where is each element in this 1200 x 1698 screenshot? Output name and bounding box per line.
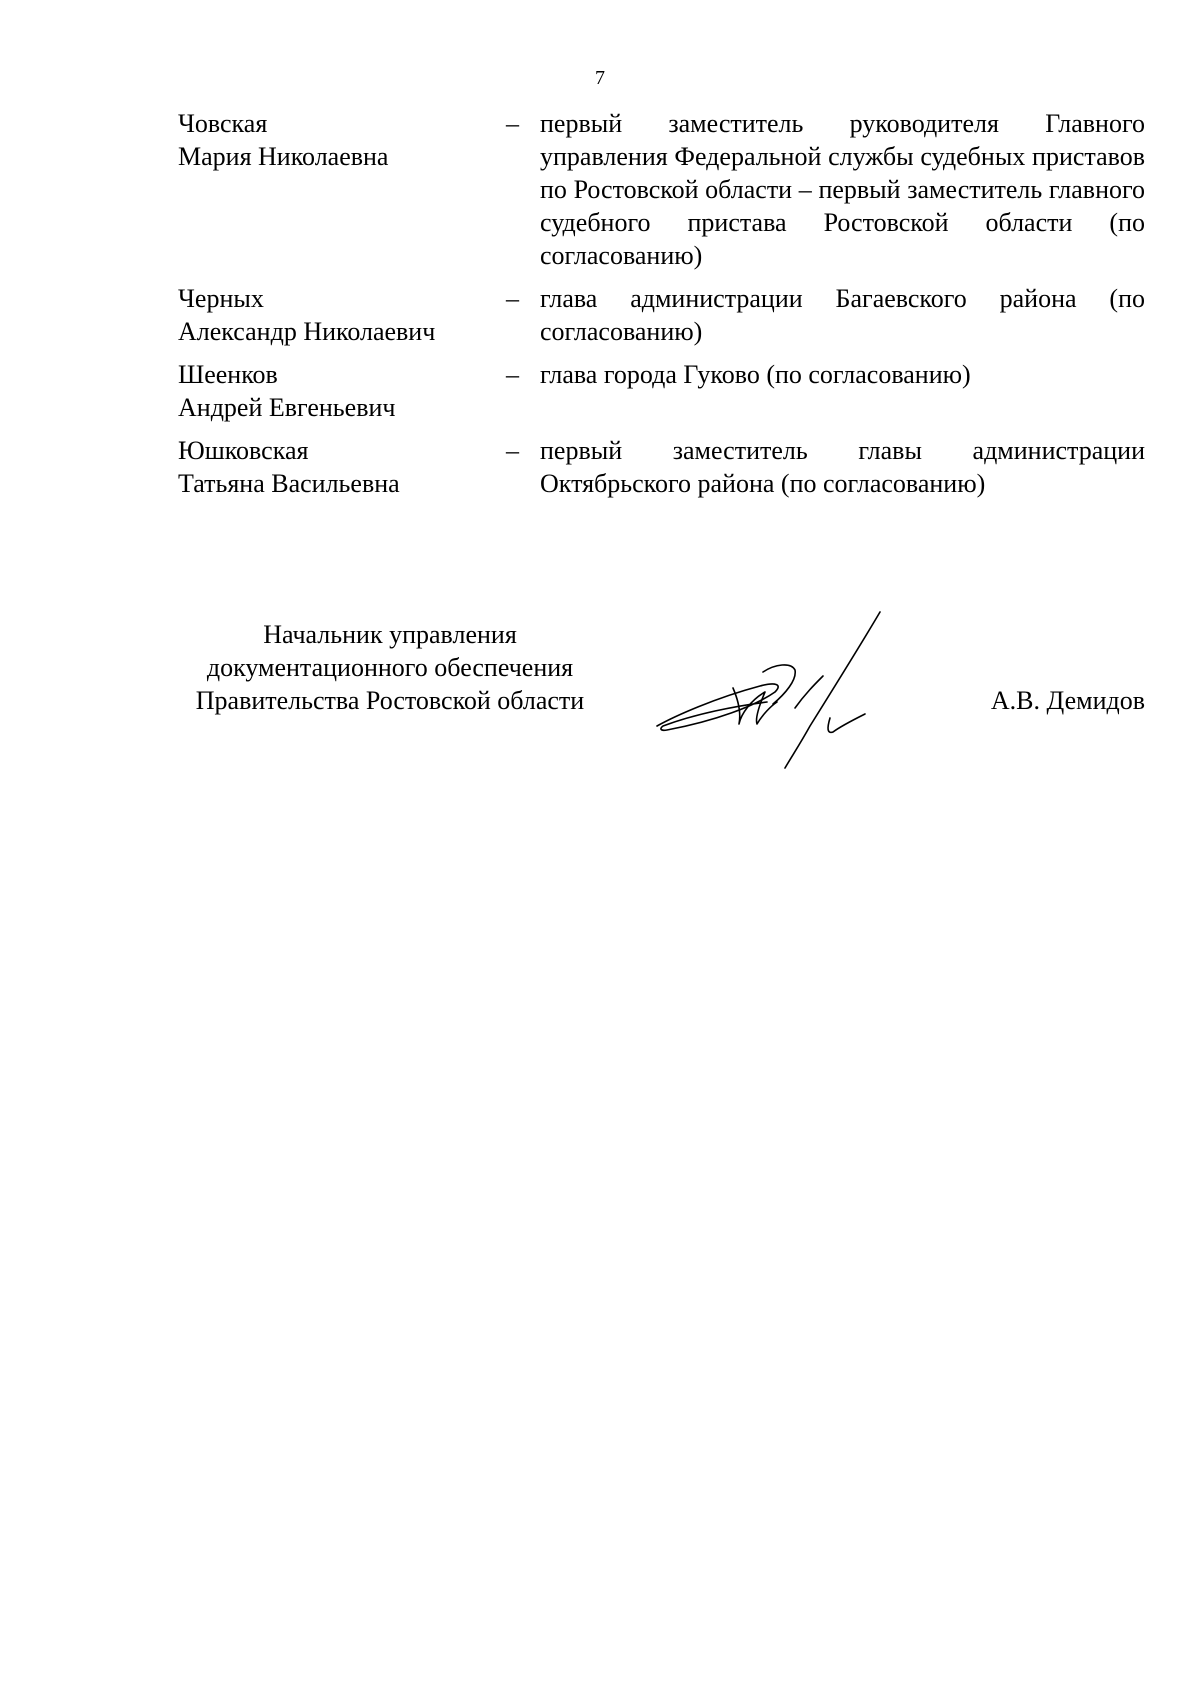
- signer-name: А.В. Демидов: [990, 686, 1145, 715]
- member-entry: [178, 282, 1145, 348]
- member-surname: Човская: [178, 109, 268, 138]
- member-given-names: Татьяна Васильевна: [178, 469, 400, 498]
- member-name: [178, 107, 506, 272]
- page-number: 7: [595, 67, 605, 89]
- member-given-names: Александр Николаевич: [178, 317, 436, 346]
- member-dash: –: [506, 109, 519, 138]
- member-dash: –: [506, 284, 519, 313]
- signer-position-line: Начальник управления: [263, 620, 517, 649]
- handwritten-signature: [655, 606, 945, 776]
- member-role: глава администрации Багаевского района (по согласованию): [540, 284, 1145, 346]
- member-dash: –: [506, 360, 519, 389]
- member-surname: Юшковская: [178, 436, 309, 465]
- signature-block: [0, 618, 1200, 768]
- signer-position-line: документационного обеспечения: [206, 653, 574, 682]
- members-list: [178, 107, 1145, 510]
- member-name: [178, 282, 506, 348]
- member-given-names: Андрей Евгеньевич: [178, 393, 396, 422]
- member-surname: Шеенков: [178, 360, 278, 389]
- member-role: глава города Гуково (по согласованию): [540, 360, 971, 389]
- member-role: первый заместитель главы администрации Октябрьского района (по согласованию): [540, 436, 1145, 498]
- member-entry: [178, 358, 1145, 424]
- member-given-names: Мария Николаевна: [178, 142, 389, 171]
- member-dash: –: [506, 436, 519, 465]
- member-name: [178, 434, 506, 500]
- member-entry: [178, 434, 1145, 500]
- signer-position: [160, 618, 620, 717]
- member-entry: [178, 107, 1145, 272]
- member-role: первый заместитель руководителя Главного управления Федеральной службы судебных приставов по Ростовской области – первый заместитель главного судебного пристава Ростовской области (по согласованию): [540, 109, 1145, 270]
- member-surname: Черных: [178, 284, 264, 313]
- signer-position-line: Правительства Ростовской области: [195, 686, 585, 715]
- member-name: [178, 358, 506, 424]
